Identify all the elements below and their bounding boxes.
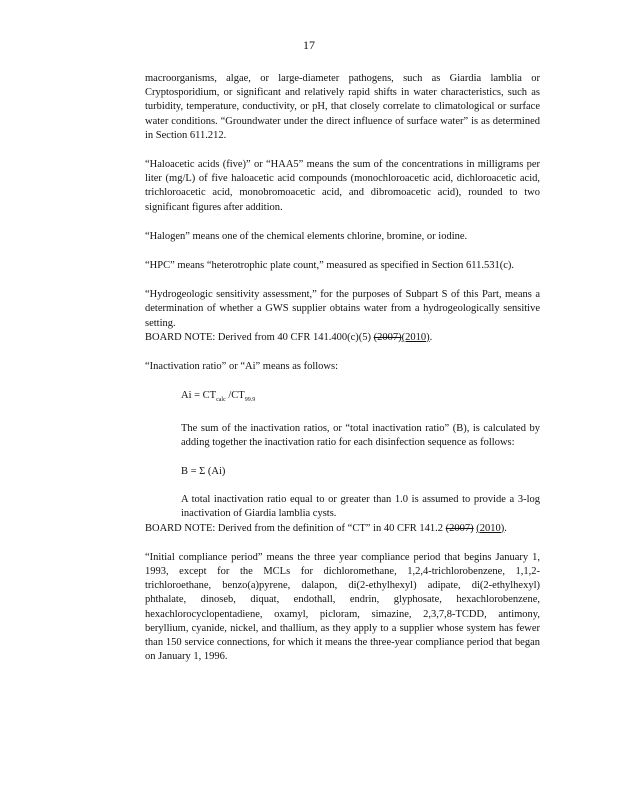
formula-ai-lhs: Ai = CT — [181, 390, 217, 402]
paragraph-total-inactivation: The sum of the inactivation ratios, or “total inactivation ratio” (B), is calculated by adding together the inactivation ratio for each disinfection sequence as follows: — [181, 422, 540, 448]
formula-ai-sub-999: 99.9 — [244, 397, 256, 404]
formula-ai-sub-calc: calc — [216, 397, 226, 404]
definition-hydrogeologic: “Hydrogeologic sensitivity assessment,” for the purposes of Subpart S of this Part, means a determination of whether a GWS supplier obtains water from a hydrogeologically sensitive setting. — [145, 289, 540, 329]
definition-inactivation-ratio: “Inactivation ratio” or “Ai” means as follows: — [145, 361, 339, 373]
board-note-1-end: . — [429, 331, 433, 343]
definition-haa5: “Haloacetic acids (five)” or “HAA5” means the sum of the concentrations in milligrams per liter (mg/L) of five haloacetic acid compounds (monochloroacetic acid, dichloroacetic acid, trichloroacetic acid, monobromoacetic acid, and dibromoacetic acid), rounded to two significant figures after addition. — [145, 159, 540, 213]
board-note-1 — [145, 331, 540, 345]
board-note-2-end: . — [504, 522, 507, 534]
definition-halogen: “Halogen” means one of the chemical elements chlorine, bromine, or iodine. — [145, 230, 468, 242]
document-body — [145, 72, 540, 679]
paragraph-total-ratio-assumption: A total inactivation ratio equal to or greater than 1.0 is assumed to provide a 3-log inactivation of Giardia lamblia cysts. — [181, 494, 540, 520]
board-note-1-struck: (2007) — [373, 331, 402, 343]
board-note-2-added: (2010) — [476, 522, 505, 534]
board-note-2-text: BOARD NOTE: Derived from the definition of “CT” in 40 CFR 141.2 — [145, 522, 446, 534]
formula-b: B = Σ (Ai) — [181, 465, 226, 477]
board-note-2-struck: (2007) — [445, 522, 474, 534]
board-note-1-text: BOARD NOTE: Derived from 40 CFR 141.400(c)(5) — [145, 331, 374, 343]
formula-ai — [181, 389, 540, 407]
paragraph-groundwater-continuation: macroorganisms, algae, or large-diameter pathogens, such as Giardia lamblia or Cryptosporidium, or significant and relatively rapid shifts in water characteristics, such as turbidity, temperature, conductivity, or pH, that closely correlate to climatological or surface water conditions. “Groundwater under the direct influence of surface water” is as determined in Section 611.212. — [145, 73, 540, 141]
page-number: 17 — [303, 38, 315, 52]
definition-hpc: “HPC” means “heterotrophic plate count,” measured as specified in Section 611.531(c). — [145, 260, 515, 272]
formula-ai-mid: /CT — [225, 390, 245, 402]
definition-initial-compliance-period: “Initial compliance period” means the three year compliance period that begins January 1, 1993, except for the MCLs for dichloromethane, 1,2,4-trichlorobenzene, 1,1,2-trichloroethane, benzo(a)pyrene, dalapon, di(2-ethylhexyl) adipate, di(2-ethylhexyl) phthalate, dinoseb, diquat, endothall, endrin, glyphosate, hexachlorobenzene, hexachlorocyclopentadiene, oxamyl, picloram, simazine, 2,3,7,8-TCDD, antimony, beryllium, cyanide, nickel, and thallium, as they apply to a supplier whose system has fewer than 150 service connections, for which it means the three-year compliance period that began on January 1, 1996. — [145, 551, 540, 663]
board-note-2 — [145, 522, 540, 536]
board-note-1-added: (2010) — [401, 331, 430, 343]
